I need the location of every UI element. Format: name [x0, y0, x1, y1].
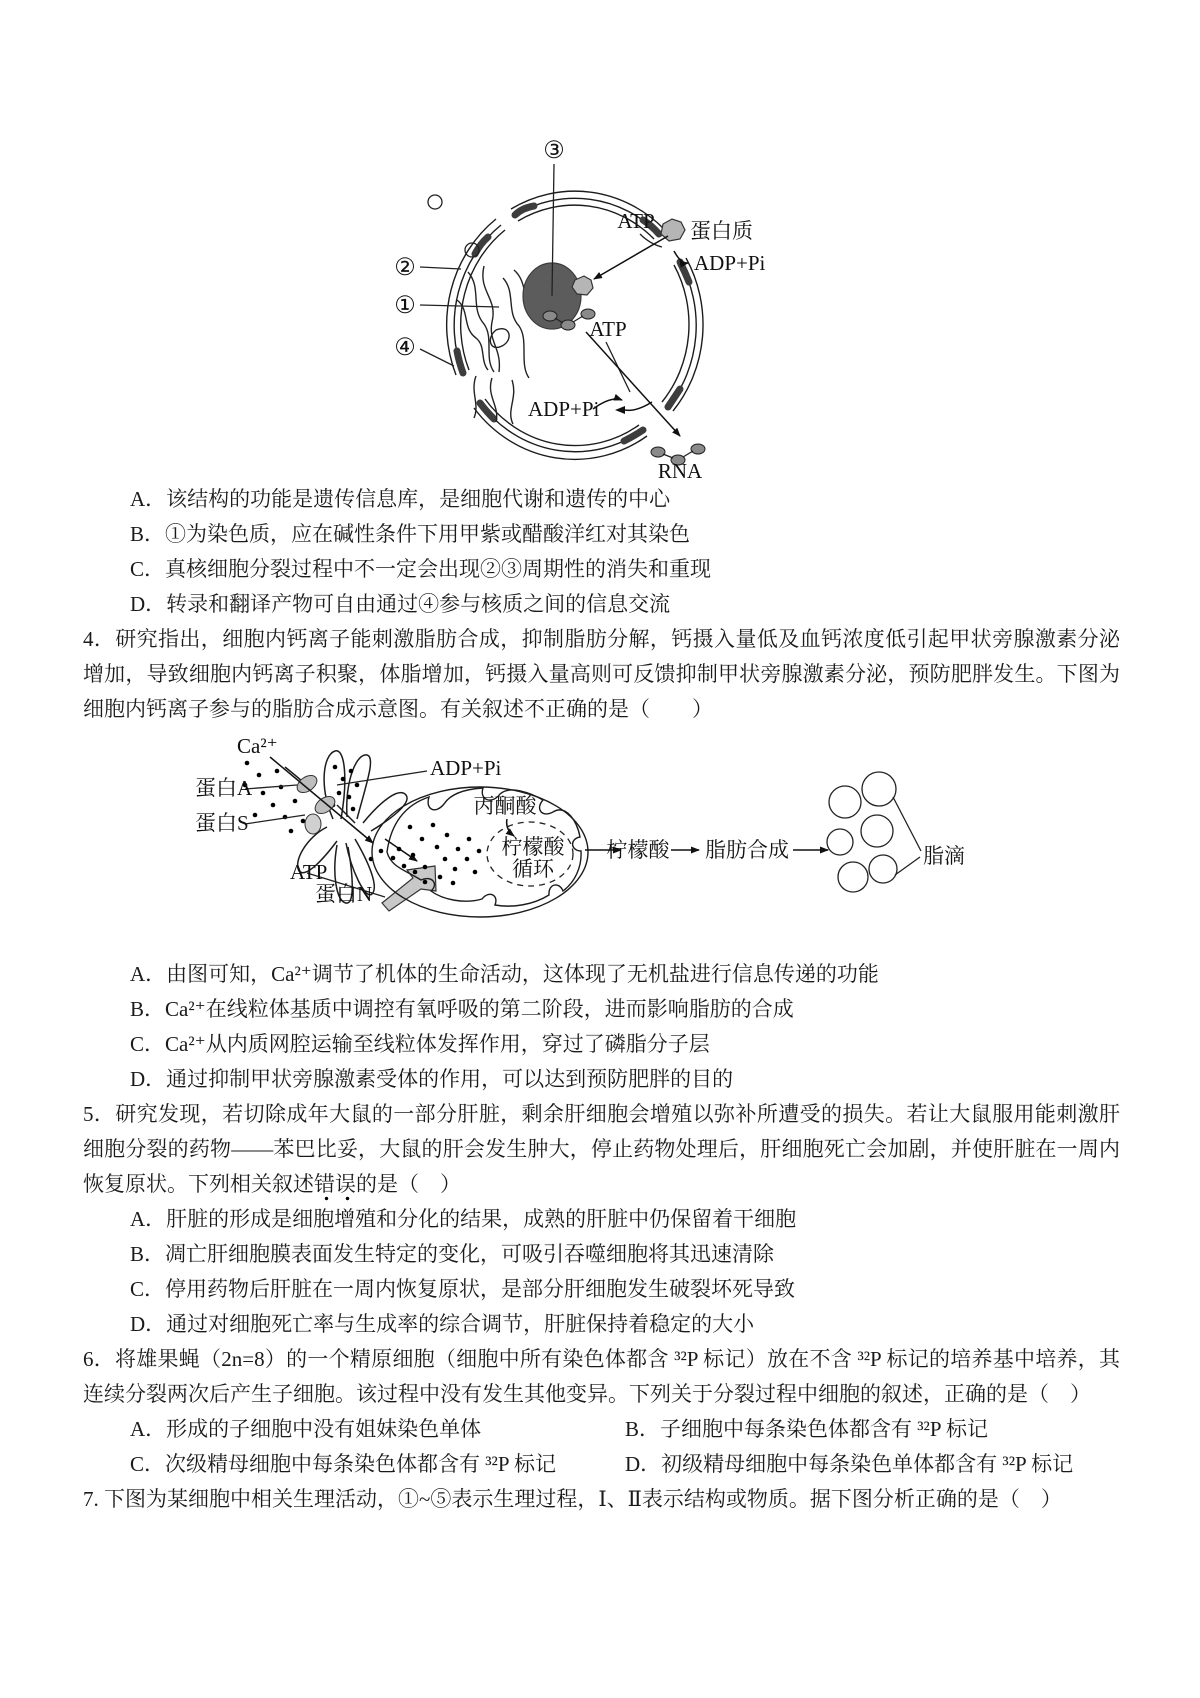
question-4-stem: 4．研究指出，细胞内钙离子能刺激脂肪合成，抑制脂肪分解，钙摄入量低及血钙浓度低引起甲状旁腺激素分泌增加，导致细胞内钙离子积聚，体脂增加，钙摄入量高则可反馈抑制甲状旁腺激素分泌，预防肥胖发生。下图为细胞内钙离子参与的脂肪合成示意图。有关叙述不正确的是（ ） — [83, 627, 1120, 721]
q3-option-d-text: 转录和翻译产物可自由通过④参与核质之间的信息交流 — [166, 592, 671, 616]
q4-option-b-text: Ca²⁺在线粒体基质中调控有氧呼吸的第二阶段，进而影响脂肪的合成 — [165, 997, 794, 1021]
q6-option-a-letter: A． — [130, 1417, 167, 1441]
q6-option-a-text: 形成的子细胞中没有姐妹染色单体 — [166, 1417, 482, 1441]
citrate-label: 柠檬酸 — [606, 838, 670, 862]
q4-option-d-letter: D． — [130, 1067, 167, 1091]
q3-option-c — [83, 552, 1120, 587]
q4-option-a — [83, 957, 1120, 992]
vesicle-circles — [428, 195, 479, 257]
q3-option-b — [83, 517, 1120, 552]
question-4-options — [83, 957, 1120, 1097]
fat-synthesis-flow — [585, 838, 828, 862]
question-6-options — [83, 1412, 1120, 1482]
fat-synthesis-label: 脂肪合成 — [705, 838, 789, 862]
protein-s-label: 蛋白S — [195, 811, 249, 835]
question-7-stem: 7. 下图为某细胞中相关生理活动，①~⑤表示生理过程，Ⅰ、Ⅱ表示结构或物质。据下图分析正确的是（ ） — [83, 1487, 1062, 1511]
ca-label: Ca²⁺ — [237, 734, 278, 758]
cycle-label-line1: 柠檬酸 — [501, 835, 565, 859]
adp-pi-top-label: ADP+Pi — [694, 251, 766, 275]
q5-option-c-text: 停用药物后肝脏在一周内恢复原状，是部分肝细胞发生破裂坏死导致 — [165, 1277, 796, 1301]
q6-option-d — [625, 1447, 1073, 1482]
atp-label: ATP — [290, 860, 328, 884]
protein-label: 蛋白质 — [690, 219, 753, 243]
q4-option-c-text: Ca²⁺从内质网腔运输至线粒体发挥作用，穿过了磷脂分子层 — [165, 1032, 710, 1056]
q3-option-b-letter: B． — [130, 522, 166, 546]
q4-option-a-letter: A． — [130, 962, 167, 986]
question-6-stem: 6．将雄果蝇（2n=8）的一个精原细胞（细胞中所有染色体都含 ³²P 标记）放在不含 ³²P 标记的培养基中培养，其连续分裂两次后产生子细胞。该过程中没有发生其他变异。下列关于分裂过程中细胞的叙述，正确的是（ ） — [83, 1347, 1120, 1406]
pyruvate-label: 丙酮酸 — [473, 794, 537, 818]
q5-option-a-letter: A． — [130, 1207, 167, 1231]
q5-option-c — [83, 1272, 1120, 1307]
q4-option-b — [83, 992, 1120, 1027]
q4-option-c — [83, 1027, 1120, 1062]
question-5-stem — [83, 1097, 1120, 1202]
q5-stem-post: 的是（ ） — [356, 1172, 461, 1196]
q5-option-a-text: 肝脏的形成是细胞增殖和分化的结果，成熟的肝脏中仍保留着干细胞 — [166, 1207, 797, 1231]
q6-option-b-letter: B． — [625, 1417, 661, 1441]
q4-option-c-letter: C． — [130, 1032, 166, 1056]
q3-option-d — [83, 587, 1120, 622]
adp-pi-label: ADP+Pi — [430, 756, 502, 780]
fat-synthesis-diagram — [83, 727, 1120, 957]
q4-option-d — [83, 1062, 1120, 1097]
protein-n-label: 蛋白N — [315, 882, 373, 906]
q5-option-a — [83, 1202, 1120, 1237]
chromatin-fibers — [457, 266, 534, 424]
protein-import — [572, 209, 766, 295]
question-5-options — [83, 1202, 1120, 1342]
q5-option-c-letter: C． — [130, 1277, 166, 1301]
q4-option-a-text: 由图可知，Ca²⁺调节了机体的生命活动，这体现了无机盐进行信息传递的功能 — [166, 962, 879, 986]
q3-option-c-letter: C． — [130, 557, 166, 581]
q5-option-d-letter: D． — [130, 1312, 167, 1336]
diagram2-lines — [245, 757, 427, 897]
q6-option-d-text: 初级精母细胞中每条染色单体都含有 ³²P 标记 — [661, 1452, 1074, 1476]
q5-option-b-letter: B． — [130, 1242, 166, 1266]
q5-option-b-text: 凋亡肝细胞膜表面发生特定的变化，可吸引吞噬细胞将其迅速清除 — [165, 1242, 775, 1266]
q6-options-row-1 — [83, 1412, 1120, 1447]
adp-pi-bottom-label: ADP+Pi — [528, 397, 600, 421]
q6-option-d-letter: D． — [625, 1452, 662, 1476]
q4-option-d-text: 通过抑制甲状旁腺激素受体的作用，可以达到预防肥胖的目的 — [166, 1067, 734, 1091]
label-4-nuclear-pore: ④ — [394, 335, 416, 361]
atp-top-label: ATP — [617, 209, 655, 233]
q3-option-d-letter: D． — [130, 592, 167, 616]
atp-bottom-label: ATP — [589, 317, 627, 341]
q3-option-a — [83, 482, 1120, 517]
q5-stem-emphasized: 错误 — [314, 1172, 356, 1201]
q6-option-c-letter: C． — [130, 1452, 166, 1476]
lipid-droplets — [827, 772, 921, 892]
fat-synthesis-svg — [185, 727, 985, 957]
q6-option-c-text: 次级精母细胞中每条染色体都含有 ³²P 标记 — [165, 1452, 557, 1476]
q6-option-c — [130, 1447, 625, 1482]
rna-label: RNA — [657, 459, 703, 482]
nucleus-diagram-svg — [300, 120, 920, 482]
q5-stem-pre: 5．研究发现，若切除成年大鼠的一部分肝脏，剩余肝细胞会增殖以弥补所遭受的损失。若让大鼠服用能刺激肝细胞分裂的药物——苯巴比妥，大鼠的肝会发生肿大，停止药物处理后，肝细胞死亡会加剧，并使肝脏在一周内恢复原状。下列相关叙述 — [83, 1102, 1120, 1196]
question-3-options — [83, 482, 1120, 622]
q3-option-c-text: 真核细胞分裂过程中不一定会出现②③周期性的消失和重现 — [165, 557, 712, 581]
q3-option-a-letter: A． — [130, 487, 167, 511]
nucleus-diagram — [83, 0, 1120, 482]
q5-option-b — [83, 1237, 1120, 1272]
protein-s-body — [305, 814, 321, 834]
label-1-chromatin: ① — [394, 293, 416, 319]
cycle-label-line2: 循环 — [512, 857, 554, 881]
q4-option-b-letter: B． — [130, 997, 166, 1021]
q6-option-a — [130, 1412, 625, 1447]
q6-option-b-text: 子细胞中每条染色体都含有 ³²P 标记 — [660, 1417, 989, 1441]
q3-option-b-text: ①为染色质，应在碱性条件下用甲紫或醋酸洋红对其染色 — [165, 522, 691, 546]
q3-option-a-text: 该结构的功能是遗传信息库，是细胞代谢和遗传的中心 — [166, 487, 671, 511]
q6-option-b — [625, 1412, 988, 1447]
lipid-droplet-label: 脂滴 — [923, 844, 965, 868]
protein-a-label: 蛋白A — [195, 776, 253, 800]
q6-options-row-2 — [83, 1447, 1120, 1482]
q5-option-d-text: 通过对细胞死亡率与生成率的综合调节，肝脏保持着稳定的大小 — [166, 1312, 755, 1336]
label-3-nucleolus: ③ — [543, 138, 565, 164]
q5-option-d — [83, 1307, 1120, 1342]
label-2-nuclear-membrane: ② — [394, 255, 416, 281]
